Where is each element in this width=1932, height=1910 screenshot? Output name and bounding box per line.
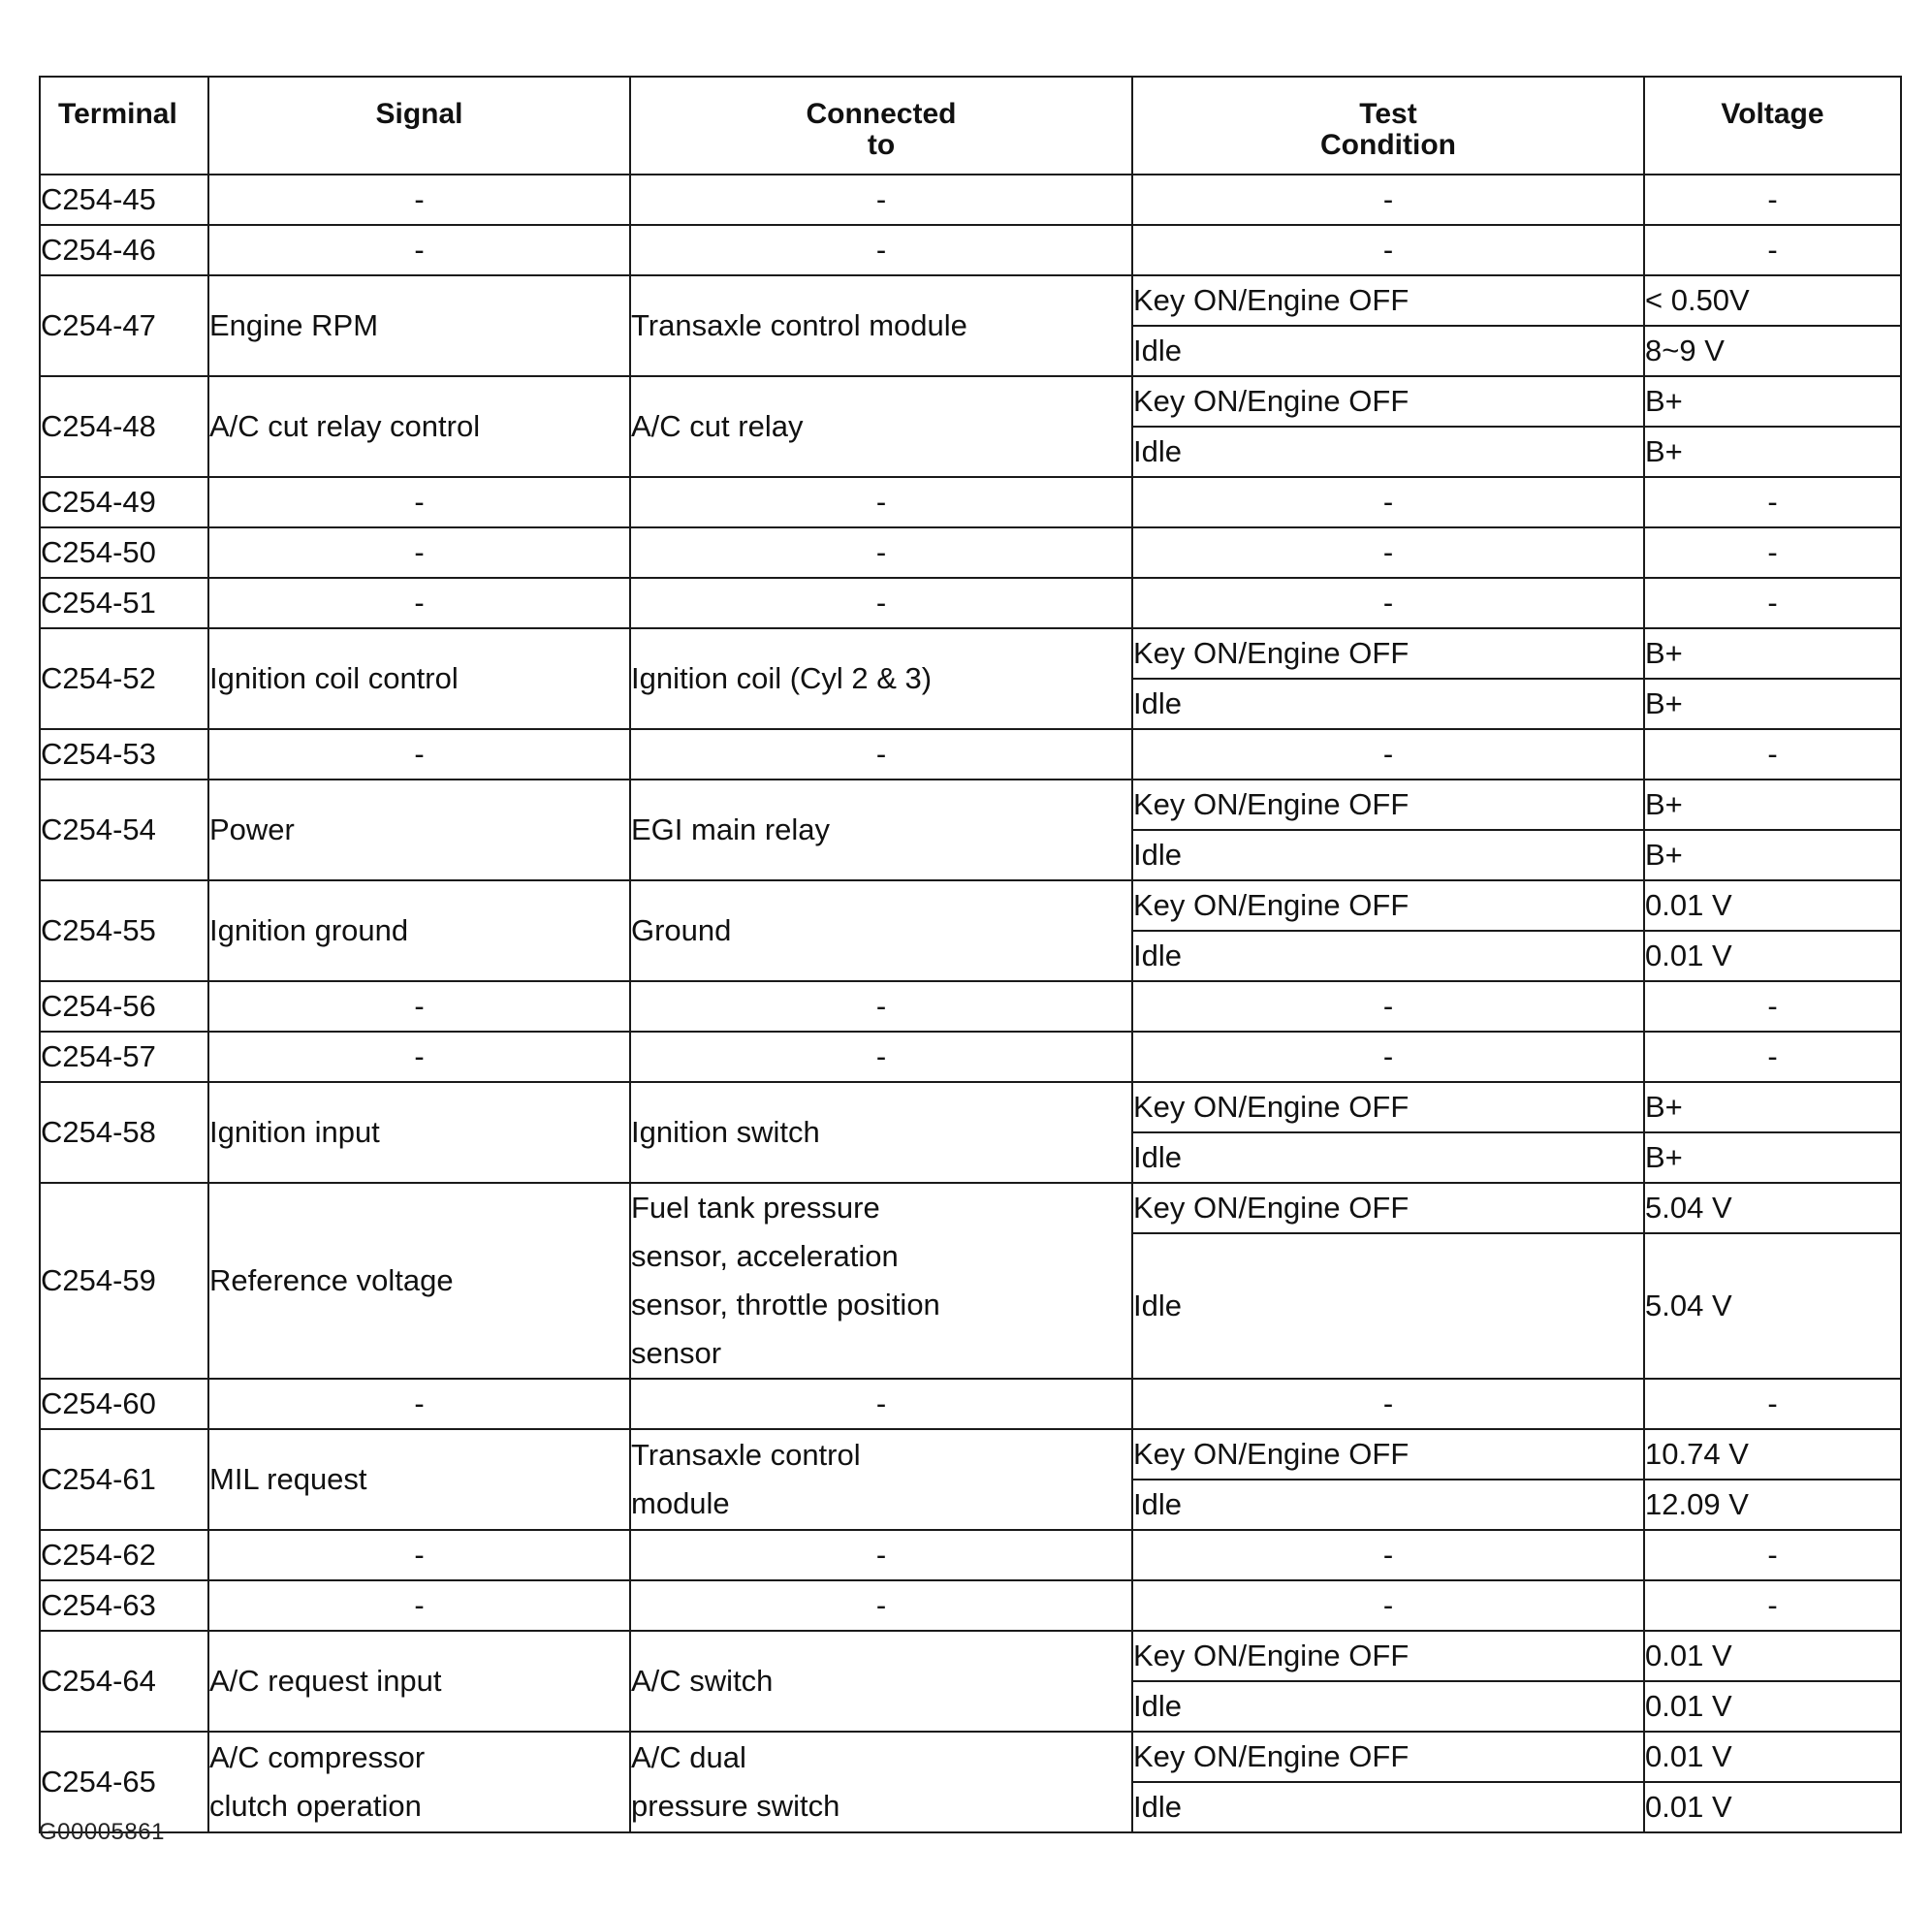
header-row <box>40 77 1901 175</box>
voltage-cell-text: 0.01 V <box>1645 1689 1732 1723</box>
terminal-cell <box>40 477 208 527</box>
voltage-cell <box>1644 1082 1901 1132</box>
connected-to-cell-text: Ground <box>631 913 732 947</box>
terminal-cell <box>40 225 208 275</box>
terminal-cell-text: C254-60 <box>41 1386 156 1420</box>
terminal-cell-text: C254-65 <box>41 1765 156 1799</box>
test-condition-cell-text: Idle <box>1133 939 1182 972</box>
terminal-cell-text: C254-49 <box>41 485 156 519</box>
signal-cell-text: - <box>414 737 425 771</box>
signal-cell-text: A/C request input <box>209 1664 442 1698</box>
connected-to-cell-text: - <box>875 233 887 267</box>
voltage-cell <box>1644 1681 1901 1732</box>
table-row <box>40 527 1901 578</box>
test-condition-cell <box>1132 1233 1644 1379</box>
signal-cell-text: Engine RPM <box>209 308 379 342</box>
test-condition-cell-text: Idle <box>1133 1487 1182 1521</box>
voltage-cell <box>1644 981 1901 1032</box>
test-condition-cell-text: Key ON/Engine OFF <box>1133 384 1409 418</box>
voltage-cell-text: B+ <box>1645 1140 1683 1174</box>
voltage-cell-text: 0.01 V <box>1645 939 1732 972</box>
signal-cell-text: - <box>414 586 425 620</box>
test-condition-cell <box>1132 1132 1644 1183</box>
test-condition-cell-text: Idle <box>1133 1689 1182 1723</box>
signal-cell-text: Ignition ground <box>209 913 409 947</box>
voltage-cell-text: B+ <box>1645 1090 1683 1124</box>
test-condition-cell-text: - <box>1382 1588 1394 1622</box>
voltage-cell <box>1644 931 1901 981</box>
voltage-cell-text: 0.01 V <box>1645 1639 1732 1672</box>
table-row <box>40 1429 1901 1480</box>
test-condition-cell <box>1132 1032 1644 1082</box>
connected-to-cell <box>630 175 1132 225</box>
terminal-cell <box>40 981 208 1032</box>
terminal-cell <box>40 578 208 628</box>
voltage-cell-text: - <box>1767 1588 1778 1622</box>
signal-cell-text: - <box>414 182 425 216</box>
voltage-cell-text: - <box>1767 1039 1778 1073</box>
table-row <box>40 275 1901 326</box>
voltage-cell-text: - <box>1767 535 1778 569</box>
table-row <box>40 628 1901 679</box>
test-condition-cell <box>1132 780 1644 830</box>
terminal-cell-text: C254-55 <box>41 913 156 947</box>
test-condition-cell-text: Key ON/Engine OFF <box>1133 1191 1409 1225</box>
voltage-cell <box>1644 830 1901 880</box>
test-condition-cell <box>1132 931 1644 981</box>
test-condition-cell-text: Idle <box>1133 434 1182 468</box>
connected-to-cell-text: - <box>875 485 887 519</box>
connected-to-cell <box>630 1183 1132 1379</box>
table-row <box>40 1631 1901 1681</box>
signal-cell-text: - <box>414 485 425 519</box>
signal-cell-text: Reference voltage <box>209 1263 454 1297</box>
voltage-cell <box>1644 1530 1901 1580</box>
connected-to-cell <box>630 1379 1132 1429</box>
signal-cell-text: - <box>414 989 425 1023</box>
voltage-cell-text: B+ <box>1645 434 1683 468</box>
voltage-cell-text: - <box>1767 485 1778 519</box>
voltage-cell <box>1644 376 1901 427</box>
connected-to-cell <box>630 578 1132 628</box>
test-condition-cell-text: - <box>1382 1039 1394 1073</box>
test-condition-cell-text: - <box>1382 586 1394 620</box>
test-condition-cell <box>1132 880 1644 931</box>
signal-cell-text: Power <box>209 812 295 846</box>
terminal-cell <box>40 1429 208 1530</box>
table-row <box>40 780 1901 830</box>
figure-code: G00005861 <box>39 1819 165 1845</box>
voltage-cell <box>1644 1132 1901 1183</box>
header-voltage: Voltage <box>1644 77 1901 175</box>
signal-cell <box>208 1082 630 1183</box>
test-condition-cell <box>1132 1183 1644 1233</box>
test-condition-cell-text: Idle <box>1133 334 1182 367</box>
test-condition-cell <box>1132 175 1644 225</box>
test-condition-cell <box>1132 1429 1644 1480</box>
connected-to-cell <box>630 981 1132 1032</box>
test-condition-cell <box>1132 729 1644 780</box>
test-condition-cell-text: - <box>1382 1538 1394 1572</box>
test-condition-cell-text: Idle <box>1133 1289 1182 1322</box>
signal-cell-text: - <box>414 1039 425 1073</box>
voltage-cell <box>1644 225 1901 275</box>
signal-cell <box>208 1032 630 1082</box>
signal-cell <box>208 628 630 729</box>
test-condition-cell-text: - <box>1382 989 1394 1023</box>
voltage-cell-text: 0.01 V <box>1645 888 1732 922</box>
voltage-cell-text: 8~9 V <box>1645 334 1725 367</box>
terminal-cell-text: C254-64 <box>41 1664 156 1698</box>
table-row <box>40 1530 1901 1580</box>
signal-cell-text: A/C compressor clutch operation <box>209 1740 426 1823</box>
connected-to-cell-text: Transaxle control module <box>631 1438 861 1520</box>
connected-to-cell <box>630 376 1132 477</box>
voltage-cell <box>1644 1782 1901 1832</box>
voltage-cell <box>1644 1183 1901 1233</box>
table-row <box>40 880 1901 931</box>
signal-cell <box>208 1631 630 1732</box>
voltage-cell <box>1644 1631 1901 1681</box>
connected-to-cell <box>630 1580 1132 1631</box>
connected-to-cell <box>630 1032 1132 1082</box>
test-condition-cell <box>1132 527 1644 578</box>
test-condition-cell <box>1132 1379 1644 1429</box>
connected-to-cell <box>630 477 1132 527</box>
connected-to-cell-text: A/C cut relay <box>631 409 804 443</box>
test-condition-cell <box>1132 1732 1644 1782</box>
signal-cell <box>208 376 630 477</box>
header-connected-to: Connected to <box>630 77 1132 175</box>
voltage-cell-text: B+ <box>1645 686 1683 720</box>
voltage-cell <box>1644 1032 1901 1082</box>
test-condition-cell-text: - <box>1382 485 1394 519</box>
connected-to-cell <box>630 1530 1132 1580</box>
table-row <box>40 1082 1901 1132</box>
connected-to-cell-text: Ignition coil (Cyl 2 & 3) <box>631 661 933 695</box>
terminal-cell <box>40 1183 208 1379</box>
terminal-cell <box>40 880 208 981</box>
voltage-cell-text: - <box>1767 989 1778 1023</box>
test-condition-cell-text: Idle <box>1133 1790 1182 1824</box>
voltage-cell <box>1644 729 1901 780</box>
test-condition-cell <box>1132 1082 1644 1132</box>
terminal-cell-text: C254-61 <box>41 1462 156 1496</box>
voltage-cell-text: 5.04 V <box>1645 1289 1732 1322</box>
terminal-cell <box>40 780 208 880</box>
terminal-cell-text: C254-47 <box>41 308 156 342</box>
voltage-cell-text: 5.04 V <box>1645 1191 1732 1225</box>
table-row <box>40 376 1901 427</box>
table-row <box>40 175 1901 225</box>
connected-to-cell-text: Fuel tank pressure sensor, acceleration sensor, throttle position sensor <box>631 1191 940 1370</box>
signal-cell <box>208 880 630 981</box>
voltage-cell <box>1644 1429 1901 1480</box>
signal-cell <box>208 225 630 275</box>
voltage-cell-text: - <box>1767 1386 1778 1420</box>
test-condition-cell <box>1132 326 1644 376</box>
table-row <box>40 1580 1901 1631</box>
terminal-cell-text: C254-53 <box>41 737 156 771</box>
connected-to-cell <box>630 729 1132 780</box>
terminal-cell <box>40 1580 208 1631</box>
table-row <box>40 1379 1901 1429</box>
terminal-cell-text: C254-54 <box>41 812 156 846</box>
terminal-cell-text: C254-51 <box>41 586 156 620</box>
test-condition-cell <box>1132 578 1644 628</box>
test-condition-cell <box>1132 477 1644 527</box>
signal-cell-text: - <box>414 1538 425 1572</box>
voltage-cell <box>1644 578 1901 628</box>
signal-cell <box>208 981 630 1032</box>
test-condition-cell-text: Key ON/Engine OFF <box>1133 636 1409 670</box>
terminal-cell-text: C254-63 <box>41 1588 156 1622</box>
test-condition-cell-text: Key ON/Engine OFF <box>1133 283 1409 317</box>
connected-to-cell <box>630 1082 1132 1183</box>
connected-to-cell <box>630 1429 1132 1530</box>
voltage-cell-text: - <box>1767 182 1778 216</box>
table-row <box>40 578 1901 628</box>
table-row <box>40 477 1901 527</box>
signal-cell-text: - <box>414 1386 425 1420</box>
voltage-cell <box>1644 1580 1901 1631</box>
voltage-cell-text: 10.74 V <box>1645 1437 1749 1471</box>
connected-to-cell <box>630 880 1132 981</box>
connected-to-cell-text: - <box>875 1588 887 1622</box>
table-row <box>40 1183 1901 1233</box>
signal-cell <box>208 1379 630 1429</box>
test-condition-cell <box>1132 1631 1644 1681</box>
connected-to-cell-text: A/C switch <box>631 1664 774 1698</box>
terminal-cell-text: C254-46 <box>41 233 156 267</box>
connected-to-cell <box>630 275 1132 376</box>
signal-cell <box>208 1530 630 1580</box>
signal-cell-text: Ignition input <box>209 1115 380 1149</box>
terminal-cell <box>40 1530 208 1580</box>
connected-to-cell <box>630 1631 1132 1732</box>
connected-to-cell-text: - <box>875 1538 887 1572</box>
test-condition-cell-text: Key ON/Engine OFF <box>1133 1090 1409 1124</box>
test-condition-cell <box>1132 1580 1644 1631</box>
signal-cell <box>208 578 630 628</box>
test-condition-cell <box>1132 1530 1644 1580</box>
terminal-cell <box>40 729 208 780</box>
test-condition-cell <box>1132 1480 1644 1530</box>
voltage-cell <box>1644 427 1901 477</box>
signal-cell-text: - <box>414 233 425 267</box>
connected-to-cell-text: - <box>875 989 887 1023</box>
voltage-cell-text: B+ <box>1645 384 1683 418</box>
signal-cell <box>208 729 630 780</box>
signal-cell <box>208 1183 630 1379</box>
table-row <box>40 1732 1901 1782</box>
terminal-cell <box>40 1379 208 1429</box>
terminal-cell-text: C254-48 <box>41 409 156 443</box>
terminal-cell-text: C254-57 <box>41 1039 156 1073</box>
terminal-cell <box>40 275 208 376</box>
table-row <box>40 981 1901 1032</box>
voltage-cell-text: 12.09 V <box>1645 1487 1749 1521</box>
voltage-cell-text: 0.01 V <box>1645 1790 1732 1824</box>
test-condition-cell-text: - <box>1382 737 1394 771</box>
terminal-cell-text: C254-58 <box>41 1115 156 1149</box>
signal-cell-text: MIL request <box>209 1462 367 1496</box>
header-terminal: Terminal <box>40 77 208 175</box>
voltage-cell-text: - <box>1767 233 1778 267</box>
connected-to-cell-text: - <box>875 182 887 216</box>
signal-cell <box>208 1732 630 1832</box>
test-condition-cell <box>1132 376 1644 427</box>
terminal-cell-text: C254-56 <box>41 989 156 1023</box>
terminal-cell <box>40 1732 208 1832</box>
test-condition-cell-text: Key ON/Engine OFF <box>1133 787 1409 821</box>
voltage-cell <box>1644 1732 1901 1782</box>
header-signal: Signal <box>208 77 630 175</box>
connected-to-cell <box>630 1732 1132 1832</box>
test-condition-cell-text: Idle <box>1133 1140 1182 1174</box>
signal-cell <box>208 275 630 376</box>
voltage-cell-text: 0.01 V <box>1645 1739 1732 1773</box>
voltage-cell <box>1644 780 1901 830</box>
voltage-cell-text: B+ <box>1645 636 1683 670</box>
terminal-cell <box>40 1082 208 1183</box>
connected-to-cell-text: A/C dual pressure switch <box>631 1740 840 1823</box>
signal-cell-text: - <box>414 1588 425 1622</box>
test-condition-cell-text: - <box>1382 233 1394 267</box>
test-condition-cell-text: - <box>1382 182 1394 216</box>
terminal-cell-text: C254-50 <box>41 535 156 569</box>
test-condition-cell <box>1132 830 1644 880</box>
test-condition-cell <box>1132 1782 1644 1832</box>
connected-to-cell <box>630 628 1132 729</box>
terminal-cell <box>40 376 208 477</box>
terminal-cell-text: C254-52 <box>41 661 156 695</box>
voltage-cell-text: B+ <box>1645 838 1683 872</box>
test-condition-cell <box>1132 981 1644 1032</box>
voltage-cell <box>1644 477 1901 527</box>
voltage-cell <box>1644 527 1901 578</box>
terminal-cell-text: C254-45 <box>41 182 156 216</box>
voltage-cell-text: - <box>1767 1538 1778 1572</box>
signal-cell <box>208 1429 630 1530</box>
test-condition-cell-text: Key ON/Engine OFF <box>1133 1639 1409 1672</box>
test-condition-cell <box>1132 1681 1644 1732</box>
terminal-cell <box>40 527 208 578</box>
table-row <box>40 729 1901 780</box>
voltage-cell <box>1644 1233 1901 1379</box>
signal-cell <box>208 780 630 880</box>
header-test-condition: Test Condition <box>1132 77 1644 175</box>
voltage-cell <box>1644 275 1901 326</box>
connected-to-cell-text: EGI main relay <box>631 812 831 846</box>
voltage-cell <box>1644 1480 1901 1530</box>
test-condition-cell <box>1132 225 1644 275</box>
voltage-cell <box>1644 326 1901 376</box>
test-condition-cell-text: Key ON/Engine OFF <box>1133 1739 1409 1773</box>
test-condition-cell-text: Key ON/Engine OFF <box>1133 1437 1409 1471</box>
connected-to-cell-text: - <box>875 586 887 620</box>
signal-cell <box>208 1580 630 1631</box>
voltage-cell <box>1644 628 1901 679</box>
voltage-cell <box>1644 175 1901 225</box>
signal-cell <box>208 175 630 225</box>
connected-to-cell-text: - <box>875 535 887 569</box>
test-condition-cell <box>1132 427 1644 477</box>
voltage-cell-text: - <box>1767 737 1778 771</box>
signal-cell <box>208 527 630 578</box>
test-condition-cell-text: Idle <box>1133 838 1182 872</box>
connected-to-cell-text: - <box>875 1039 887 1073</box>
signal-cell-text: Ignition coil control <box>209 661 459 695</box>
terminal-cell <box>40 175 208 225</box>
test-condition-cell-text: Idle <box>1133 686 1182 720</box>
terminal-cell <box>40 1032 208 1082</box>
connected-to-cell <box>630 225 1132 275</box>
table-row <box>40 225 1901 275</box>
table-body <box>40 175 1901 1832</box>
voltage-cell-text: B+ <box>1645 787 1683 821</box>
voltage-cell-text: - <box>1767 586 1778 620</box>
voltage-cell <box>1644 679 1901 729</box>
signal-cell-text: A/C cut relay control <box>209 409 481 443</box>
connected-to-cell <box>630 527 1132 578</box>
test-condition-cell <box>1132 628 1644 679</box>
signal-cell-text: - <box>414 535 425 569</box>
connected-to-cell-text: Transaxle control module <box>631 308 967 342</box>
terminal-cell <box>40 628 208 729</box>
voltage-cell <box>1644 1379 1901 1429</box>
table-row <box>40 1032 1901 1082</box>
connected-to-cell <box>630 780 1132 880</box>
terminal-cell-text: C254-59 <box>41 1263 156 1297</box>
terminal-cell <box>40 1631 208 1732</box>
connected-to-cell-text: Ignition switch <box>631 1115 820 1149</box>
connected-to-cell-text: - <box>875 1386 887 1420</box>
test-condition-cell-text: - <box>1382 535 1394 569</box>
test-condition-cell <box>1132 275 1644 326</box>
signal-cell <box>208 477 630 527</box>
test-condition-cell <box>1132 679 1644 729</box>
voltage-cell <box>1644 880 1901 931</box>
voltage-cell-text: < 0.50V <box>1645 283 1750 317</box>
terminal-cell-text: C254-62 <box>41 1538 156 1572</box>
connected-to-cell-text: - <box>875 737 887 771</box>
test-condition-cell-text: Key ON/Engine OFF <box>1133 888 1409 922</box>
terminal-voltage-table <box>39 76 1902 1833</box>
test-condition-cell-text: - <box>1382 1386 1394 1420</box>
